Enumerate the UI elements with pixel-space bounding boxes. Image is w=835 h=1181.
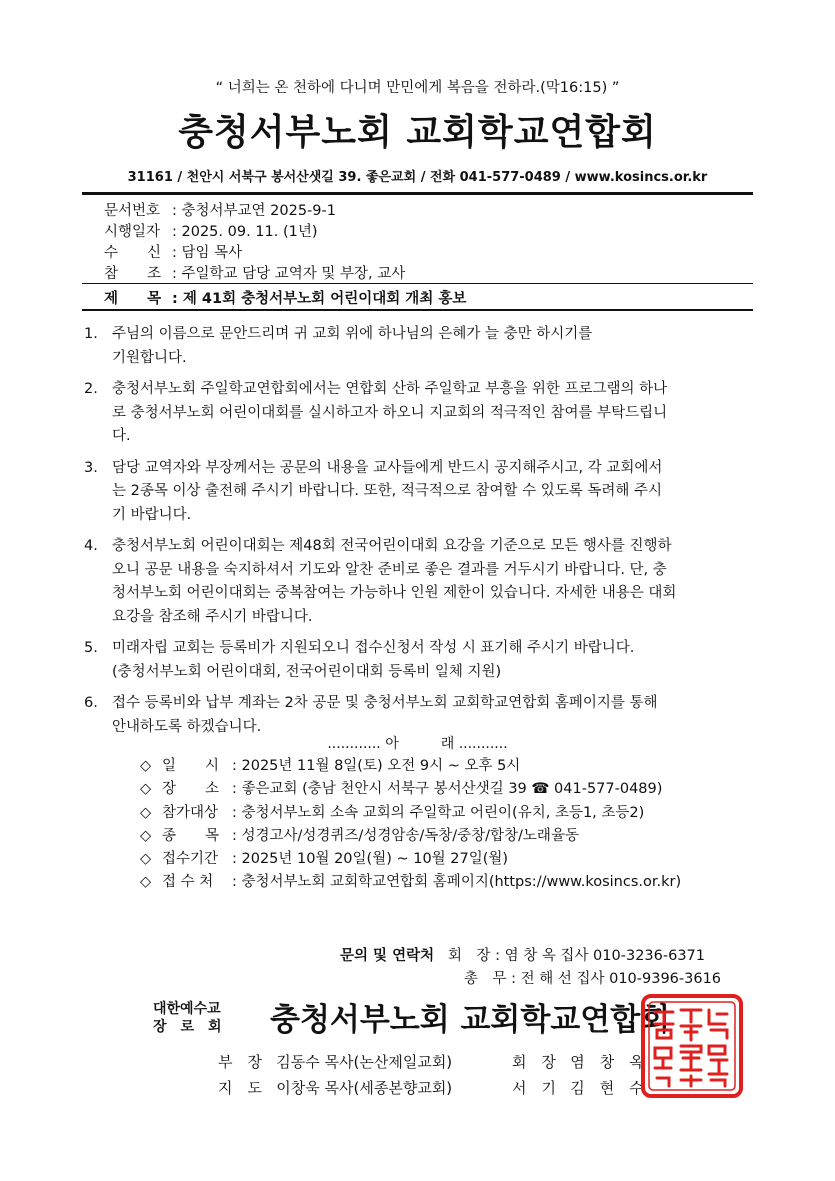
detail-value: : 충청서부노회 교회학교연합회 홈페이지(https://www.kosincs.or.kr) (232, 874, 682, 891)
officer-role: 회 장 (512, 1053, 556, 1071)
meta-value: : 충청서부교연 2025-9-1 (172, 203, 336, 219)
contact-row-president (340, 944, 705, 965)
list-item (84, 378, 752, 449)
motto-verse: “ 너희는 온 천하에 다니며 만민에게 복음을 전하라.(막16:15) ” (215, 80, 620, 96)
officer-role: 지 도 (218, 1079, 262, 1097)
signature-title: 충청서부노회 교회학교연합회 (270, 1002, 671, 1038)
detail-row (140, 848, 681, 871)
officer-name: 김동수 목사(논산제일교회) (276, 1053, 453, 1071)
contact-value: : 전 해 선 집사 010-9396-3616 (511, 971, 722, 987)
detail-key: 종 목 (162, 827, 220, 844)
detail-key: 접수기간 (162, 851, 219, 868)
item-line: 기원합니다. (112, 349, 187, 366)
officer-president (512, 1051, 644, 1072)
organization-title: 충청서부노회 교회학교연합회 (178, 112, 657, 153)
item-text (112, 378, 752, 449)
meta-reference (104, 262, 405, 283)
officer-name: 이창욱 목사(세종본향교회) (276, 1079, 453, 1097)
item-line: 충청서부노회 주일학교연합회에서는 연합회 산하 주일학교 부흥을 위한 프로그램의 하나 (112, 381, 668, 397)
contact-role: 회 장 (447, 948, 491, 964)
organization-address: 31161 / 천안시 서북구 봉서산샛길 39. 좋은교회 / 전화 041-577-0489 / www.kosincs.or.kr (127, 170, 708, 185)
item-line: 접수 등록비와 납부 계좌는 2차 공문 및 충청서부노회 교회학교연합회 홈페이지를 통해 (112, 695, 658, 711)
detail-value: : 충청서부노회 소속 교회의 주일학교 어린이(유치, 초등1, 초등2) (232, 804, 645, 821)
item-text (112, 457, 752, 528)
diamond-icon: ◇ (140, 851, 152, 868)
subject-divider (82, 309, 753, 311)
list-item (84, 637, 752, 684)
item-line: 주님의 이름으로 문안드리며 귀 교회 위에 하나님의 은혜가 늘 충만 하시기를 (112, 326, 593, 342)
detail-key: 접 수 처 (162, 874, 214, 891)
item-number: 2. (84, 381, 98, 397)
meta-key: 시행일자 (104, 224, 161, 240)
item-line: 로 충청서부노회 어린이대회를 실시하고자 하오니 지교회의 적극적인 참여를 부탁드립니 (112, 404, 668, 421)
list-item (84, 692, 752, 739)
item-line: 기 바랍니다. (112, 506, 192, 523)
detail-row (140, 871, 681, 894)
officer-clerk (512, 1077, 644, 1098)
diamond-icon: ◇ (140, 781, 152, 798)
item-number: 1. (84, 326, 98, 342)
detail-key: 참가대상 (162, 804, 219, 821)
item-number: 6. (84, 695, 98, 711)
meta-key: 참 조 (104, 266, 162, 282)
meta-date (104, 220, 318, 241)
detail-value: : 좋은교회 (충남 천안시 서북구 봉서산샛길 39 ☎ 041-577-0489) (232, 781, 663, 798)
detail-value: : 성경고사/성경퀴즈/성경암송/독창/중창/합창/노래율동 (232, 827, 579, 844)
contact-label: 문의 및 연락처 (340, 948, 435, 964)
diamond-icon: ◇ (140, 874, 152, 891)
meta-key: 수 신 (104, 245, 162, 261)
officer-advisor (218, 1077, 452, 1098)
officer-role: 서 기 (512, 1079, 556, 1097)
detail-row (140, 802, 681, 825)
item-number: 4. (84, 538, 98, 554)
detail-key: 일 시 (162, 758, 220, 774)
detail-value: : 2025년 10월 20일(월) ~ 10월 27일(월) (232, 851, 509, 868)
denomination-line: 장 로 회 (153, 1019, 222, 1035)
list-item (84, 457, 752, 528)
detail-row (140, 778, 681, 801)
officer-director (218, 1051, 452, 1072)
header-divider (82, 192, 753, 195)
item-text (112, 535, 752, 629)
denomination-line: 대한예수교 (153, 1001, 221, 1017)
diamond-icon: ◇ (140, 804, 152, 821)
item-line: 미래자립 교회는 등록비가 지원되오니 접수신청서 작성 시 표기해 주시기 바랍니다. (112, 640, 635, 656)
officer-role: 부 장 (218, 1053, 262, 1071)
official-seal-icon (641, 994, 743, 1098)
meta-value: : 주일학교 담당 교역자 및 부장, 교사 (172, 266, 406, 282)
contact-row-secretary (464, 967, 721, 988)
item-number: 5. (84, 640, 98, 656)
officer-name: 염 창 옥 (570, 1053, 644, 1071)
item-line: 요강을 참조해 주시기 바랍니다. (112, 608, 313, 625)
details-list (140, 755, 681, 895)
meta-key: 제 목 (104, 291, 162, 307)
item-number: 3. (84, 459, 98, 476)
detail-row (140, 825, 681, 848)
meta-key: 문서번호 (104, 203, 161, 219)
diamond-icon: ◇ (140, 827, 152, 844)
meta-subject (104, 287, 466, 308)
contact-role: 총 무 (464, 971, 507, 987)
diamond-icon: ◇ (140, 758, 152, 774)
officer-name: 김 현 수 (570, 1079, 644, 1097)
item-text (112, 692, 752, 739)
item-line: 오니 공문 내용을 숙지하셔서 기도와 알찬 준비로 좋은 결과를 거두시기 바랍니다. 단, 충 (112, 561, 667, 578)
meta-value: : 담임 목사 (172, 245, 243, 261)
item-line: 청서부노회 어린이대회는 중복참여는 가능하나 인원 제한이 있습니다. 자세한 내용은 대회 (112, 585, 677, 601)
body-items (84, 323, 752, 747)
item-text (112, 637, 752, 684)
item-line: 다. (112, 428, 131, 444)
details-heading: ............ 아 래 ........... (327, 736, 508, 752)
list-item (84, 535, 752, 629)
detail-value: : 2025년 11월 8일(토) 오전 9시 ~ 오후 5시 (232, 758, 521, 774)
list-item (84, 323, 752, 370)
item-line: 담당 교역자와 부장께서는 공문의 내용을 교사들에게 반드시 공지해주시고, 각 교회에서 (112, 459, 663, 476)
denomination-name (153, 1000, 222, 1036)
contact-value: : 염 창 옥 집사 010-3236-6371 (495, 948, 706, 964)
meta-divider (82, 283, 753, 284)
item-line: 는 2종목 이상 출전해 주시기 바랍니다. 또한, 적극적으로 참여할 수 있도록 독려해 주시 (112, 483, 662, 499)
meta-value: : 제 41회 충청서부노회 어린이대회 개최 홍보 (172, 291, 467, 307)
item-line: (충청서부노회 어린이대회, 전국어린이대회 등록비 일체 지원) (112, 663, 502, 680)
item-line: 안내하도록 하겠습니다. (112, 718, 262, 735)
item-text (112, 323, 752, 370)
meta-value: : 2025. 09. 11. (1년) (172, 224, 318, 240)
item-line: 충청서부노회 어린이대회는 제48회 전국어린이대회 요강을 기준으로 모든 행사를 진행하 (112, 538, 672, 554)
detail-key: 장 소 (162, 781, 220, 798)
meta-recipient (104, 241, 242, 262)
detail-row (140, 755, 681, 778)
meta-doc-number (104, 199, 336, 220)
